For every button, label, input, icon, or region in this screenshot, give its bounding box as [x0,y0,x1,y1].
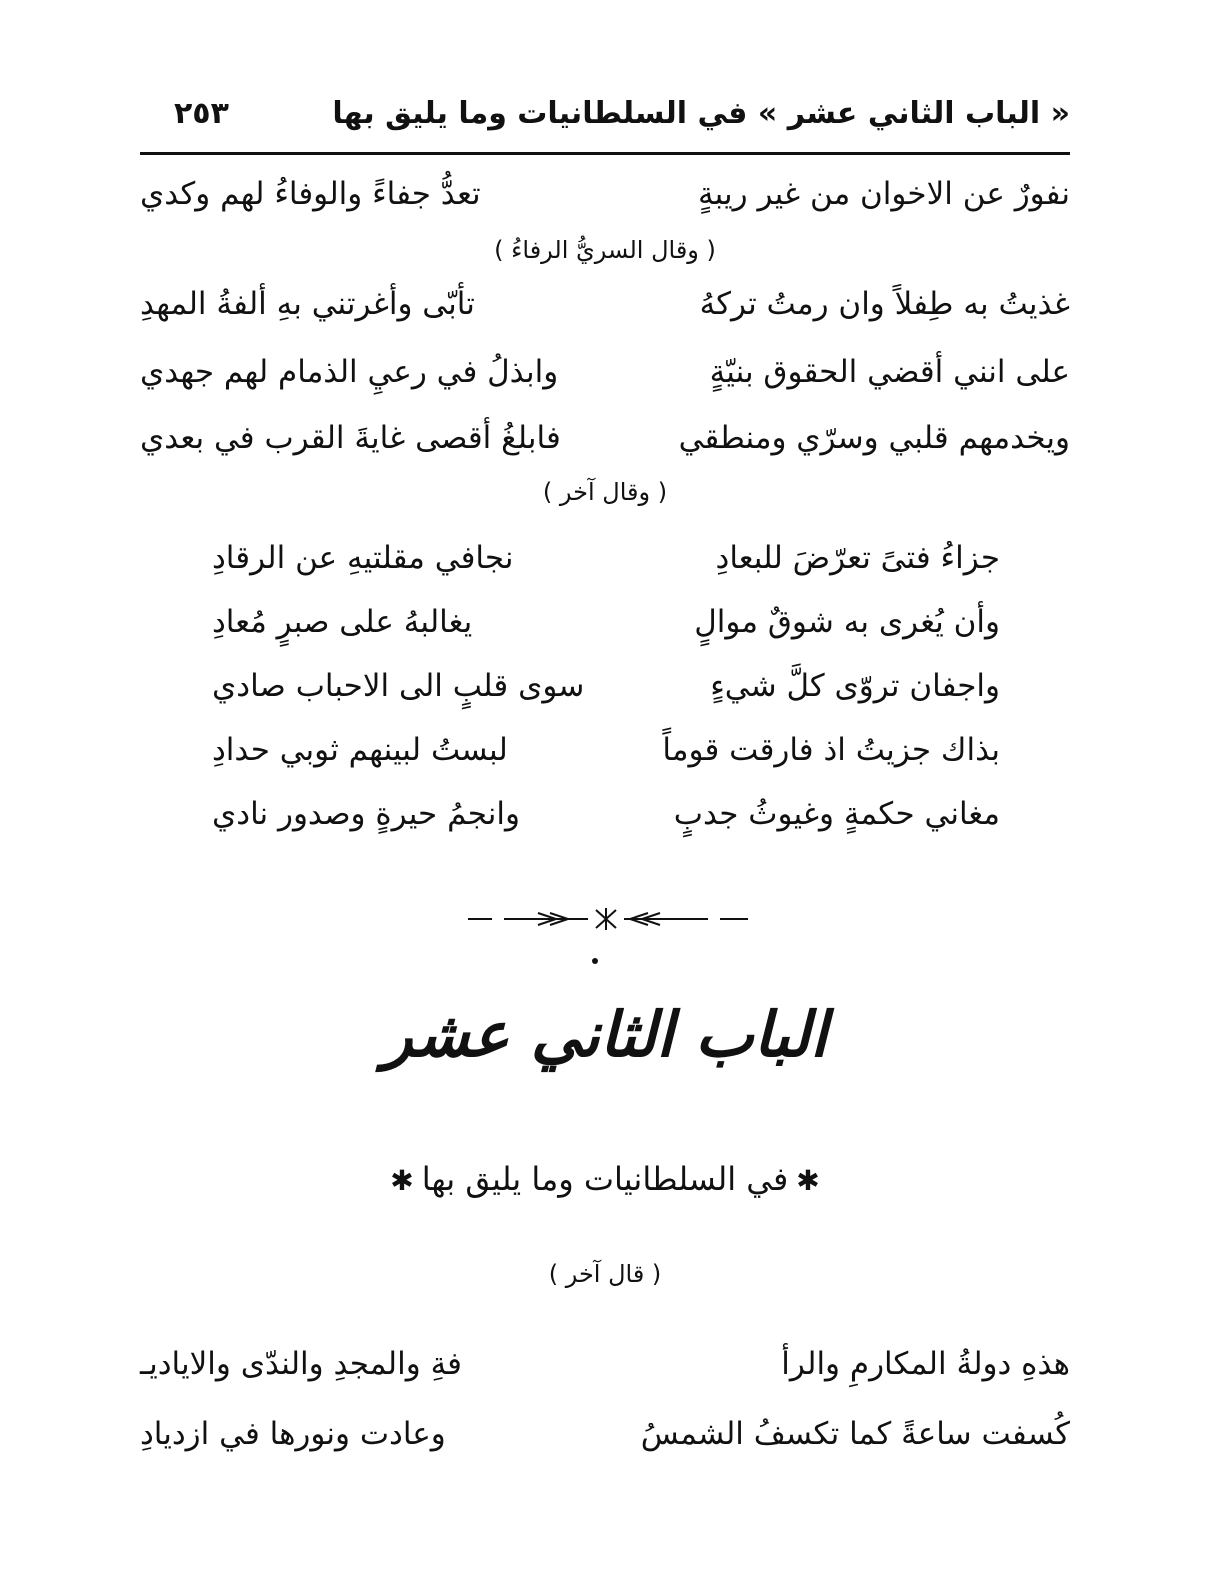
hemistich-second: سوى قلبٍ الى الاحباب صادي [212,668,585,704]
star-ornament-icon: ✱ [390,1164,414,1197]
hemistich-first: كُسفت ساعةً كما تكسفُ الشمسُ [640,1416,1070,1452]
hemistich-first: بذاك جزيتُ اذ فارقت قوماً [662,732,1000,768]
star-ornament-icon: ✱ [796,1164,820,1197]
verse-line [212,540,1000,596]
hemistich-second: تعدُّ جفاءً والوفاءُ لهم وكدي [140,176,481,212]
hemistich-second: وانجمُ حيرةٍ وصدور نادي [212,796,520,832]
hemistich-second: تأبّى وأغرتني بهِ ألفةُ المهدِ [140,286,475,322]
hemistich-second: يغالبهُ على صبرٍ مُعادِ [212,604,473,640]
poet-caption: ( قال آخر ) [548,1260,662,1288]
ornament-dot [592,958,598,964]
hemistich-first: واجفان تروّى كلَّ شيءٍ [710,668,1000,704]
hemistich-second: وعادت ونورها في ازديادِ [140,1416,446,1452]
verse-line [140,354,1070,406]
chapter-title: الباب الثاني عشر [382,998,828,1071]
header-rule [140,152,1070,155]
page-number: ٢٥٣ [174,96,229,131]
hemistich-first: غذيتُ به طِفلاً وان رمتُ تركهُ [699,286,1070,322]
verse-line [140,1346,1070,1398]
hemistich-first: على انني أقضي الحقوق بنيّةٍ [709,354,1070,390]
poet-caption: ( وقال السريُّ الرفاءُ ) [494,236,716,264]
verse-line [140,420,1070,472]
running-title: « الباب الثاني عشر » في السلطانيات وما يليق بها [332,96,1070,131]
verse-line [212,604,1000,660]
hemistich-first: هذهِ دولةُ المكارمِ والرأ [781,1346,1070,1382]
hemistich-second: نجافي مقلتيهِ عن الرقادِ [212,540,514,576]
chapter-subtitle [140,1160,1070,1198]
verse-line [212,796,1000,852]
verse-line [140,1416,1070,1468]
hemistich-first: مغاني حكمةٍ وغيوثُ جدبٍ [673,796,1000,832]
hemistich-second: لبستُ لبينهم ثوبي حدادِ [212,732,508,768]
verse-line [212,668,1000,724]
chapter-subtitle-text: في السلطانيات وما يليق بها [421,1160,789,1198]
verse-line [212,732,1000,788]
hemistich-second: وابذلُ في رعيِ الذمام لهم جهدي [140,354,559,390]
ornament-divider [468,904,748,934]
poet-caption: ( وقال آخر ) [542,478,668,506]
verse-line [140,286,1070,338]
hemistich-first: جزاءُ فتىً تعرّضَ للبعادِ [715,540,1000,576]
hemistich-second: فابلغُ أقصى غايةَ القرب في بعدي [140,420,561,456]
hemistich-first: نفورٌ عن الاخوان من غير ريبةٍ [698,176,1070,212]
hemistich-first: وأن يُغرى به شوقٌ موالٍ [694,604,1000,640]
page-header [140,96,1070,144]
hemistich-first: ويخدمهم قلبي وسرّي ومنطقي [678,420,1070,456]
verse-line [140,176,1070,228]
hemistich-second: فةِ والمجدِ والندّى والاياديـ [140,1346,463,1382]
